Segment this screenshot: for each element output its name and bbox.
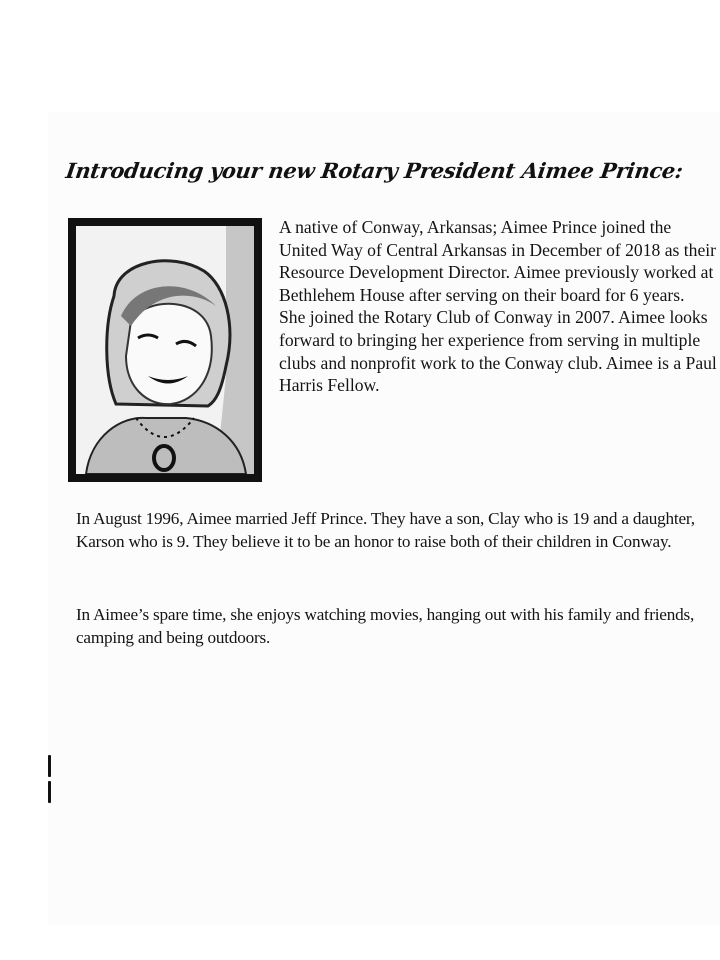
- family-paragraph: In August 1996, Aimee married Jeff Prince. They have a son, Clay who is 19 and a daughter, Karson who is 9. They believe it to be an honor to raise both of their children in Conway.: [76, 509, 695, 551]
- intro-paragraph-rotary: She joined the Rotary Club of Conway in 2007. Aimee looks forward to bringing her experience from serving in multiple clubs and nonprofit work to the Conway club. Aimee is a Paul Harris Fellow.: [279, 307, 717, 396]
- portrait-photo: [68, 218, 262, 482]
- intro-section: [279, 216, 719, 397]
- document-title: Introducing your new Rotary President Aimee Prince:: [64, 158, 685, 183]
- scan-edge-mark: [48, 755, 51, 803]
- hobbies-paragraph: In Aimee’s spare time, she enjoys watching movies, hanging out with his family and friends, camping and being outdoors.: [76, 605, 695, 647]
- scan-mark-lower: [48, 781, 51, 803]
- portrait-image: [76, 226, 254, 474]
- scan-mark-upper: [48, 755, 51, 777]
- portrait-illustration: [76, 226, 254, 474]
- intro-paragraph-career: A native of Conway, Arkansas; Aimee Prince joined the United Way of Central Arkansas in December of 2018 as their Resource Development Director. Aimee previously worked at Bethlehem House after serving on their board for 6 years.: [279, 217, 716, 305]
